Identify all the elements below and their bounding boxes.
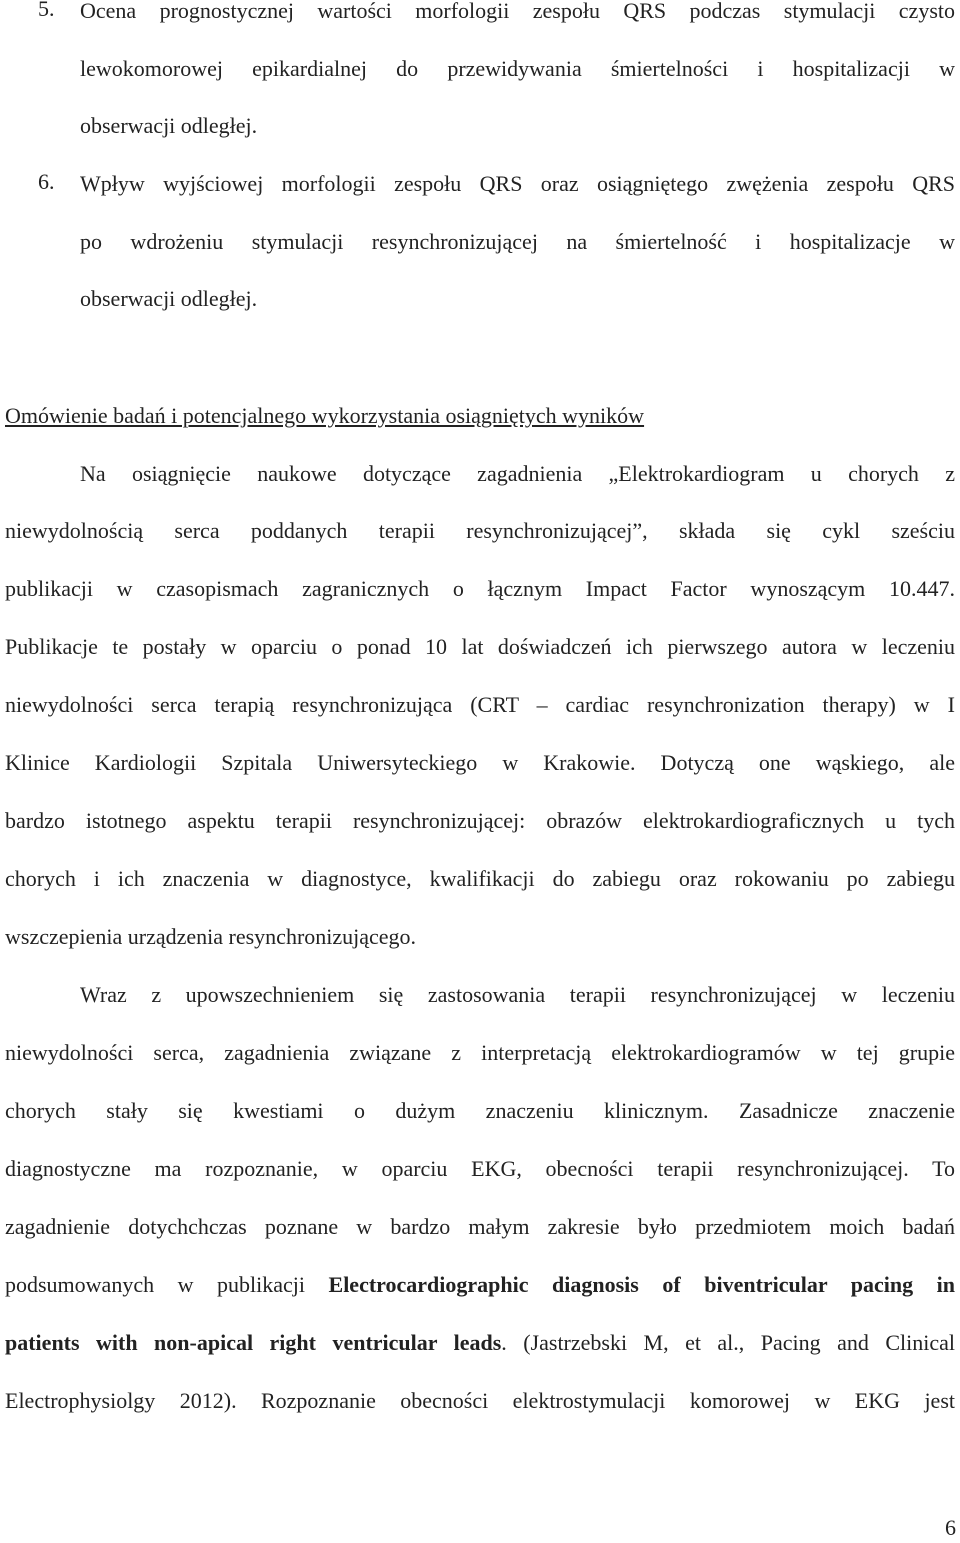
list-line: obserwacji odległej. (80, 286, 258, 311)
list-line: po wdrożeniu stymulacji resynchronizującej na śmiertelność i hospitalizacje w (80, 229, 955, 254)
paragraph-line: niewydolności serca, zagadnienia związane z interpretacją elektrokardiogramów w tej grupie (5, 1040, 955, 1065)
paragraph-line: wszczepienia urządzenia resynchronizującego. (5, 924, 417, 949)
list-number: 5. (38, 0, 55, 21)
paragraph-line: Klinice Kardiologii Szpitala Uniwersyteckiego w Krakowie. Dotyczą one wąskiego, ale (5, 750, 955, 775)
page-number: 6 (945, 1515, 956, 1540)
paragraph-text: . (Jastrzebski M, et al., Pacing and Clinical (501, 1330, 955, 1355)
paragraph-line: Publikacje te postały w oparciu o ponad 10 lat doświadczeń ich pierwszego autora w leczeniu (5, 634, 955, 659)
list-line: lewokomorowej epikardialnej do przewidywania śmiertelności i hospitalizacji w (80, 56, 955, 81)
paragraph-line: Wraz z upowszechnieniem się zastosowania terapii resynchronizującej w leczeniu (80, 982, 955, 1007)
paragraph-line: chorych stały się kwestiami o dużym znaczeniu klinicznym. Zasadnicze znaczenie (5, 1098, 955, 1123)
paragraph-line: Na osiągnięcie naukowe dotyczące zagadnienia „Elektrokardiogram u chorych z (80, 461, 955, 486)
list-line: Wpływ wyjściowej morfologii zespołu QRS oraz osiągniętego zwężenia zespołu QRS (80, 171, 955, 196)
paragraph-line: niewydolnością serca poddanych terapii resynchronizującej”, składa się cykl sześciu (5, 518, 955, 543)
section-heading: Omówienie badań i potencjalnego wykorzystania osiągniętych wyników (5, 403, 645, 428)
paragraph-line: chorych i ich znaczenia w diagnostyce, kwalifikacji do zabiegu oraz rokowaniu po zabiegu (5, 866, 955, 891)
paragraph-text: podsumowanych w publikacji (5, 1272, 329, 1297)
paragraph-line: bardzo istotnego aspektu terapii resynchronizującej: obrazów elektrokardiograficznych u tych (5, 808, 955, 833)
publication-title: Electrocardiographic diagnosis of biventricular pacing in (328, 1272, 955, 1297)
list-line: obserwacji odległej. (80, 113, 258, 138)
paragraph-line: publikacji w czasopismach zagranicznych o łącznym Impact Factor wynoszącym 10.447. (5, 576, 955, 601)
paragraph-line: niewydolności serca terapią resynchronizująca (CRT – cardiac resynchronization therapy) w I (5, 692, 955, 717)
list-number: 6. (38, 169, 55, 194)
paragraph-line (5, 1328, 955, 1358)
paragraph-line (5, 1270, 955, 1300)
publication-title: patients with non-apical right ventricular leads (5, 1330, 502, 1355)
paragraph-line: diagnostyczne ma rozpoznanie, w oparciu EKG, obecności terapii resynchronizującej. To (5, 1156, 955, 1181)
paragraph-line: zagadnienie dotychchczas poznane w bardzo małym zakresie było przedmiotem moich badań (5, 1214, 955, 1239)
list-line: Ocena prognostycznej wartości morfologii zespołu QRS podczas stymulacji czysto (80, 0, 955, 23)
paragraph-line: Electrophysiolgy 2012). Rozpoznanie obecności elektrostymulacji komorowej w EKG jest (5, 1388, 955, 1413)
